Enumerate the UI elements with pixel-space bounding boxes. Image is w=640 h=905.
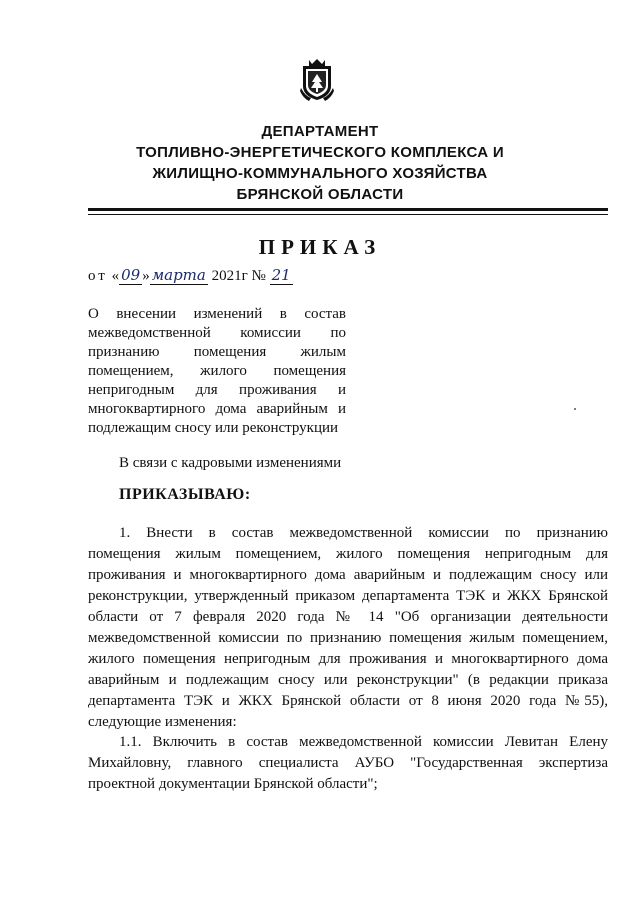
paragraph-line: межведомственной комиссии по признанию помещения жилым помещением, (88, 630, 608, 646)
coat-of-arms-icon (297, 56, 337, 102)
order-day: 09 (121, 266, 141, 284)
paragraph-line: реконструкции, утвержденный приказом департамента ТЭК и ЖКХ Брянской (88, 588, 608, 604)
order-directive-word: ПРИКАЗЫВАЮ: (119, 486, 251, 503)
order-subject (88, 305, 346, 438)
paragraph-line: проектной документации Брянской области"; (88, 776, 378, 792)
paragraph-line: 1.1. Включить в состав межведомственной комиссии Левитан Елену (119, 734, 608, 750)
document-title: ПРИКАЗ (258, 235, 382, 259)
paragraph-line: помещения жилым помещением, жилого помещения непригодным для (88, 546, 608, 562)
quote-open: « (111, 268, 120, 284)
subject-line: подлежащим сносу или реконструкции (88, 420, 339, 436)
department-title-line-4: БРЯНСКОЙ ОБЛАСТИ (236, 186, 404, 203)
subject-line: О внесении изменений в состав (88, 306, 346, 322)
paragraph-line: жилого помещения непригодным для проживания и многоквартирного дома (88, 651, 608, 667)
paragraph-line: 1. Внести в состав межведомственной комиссии по признанию (119, 525, 608, 541)
reason-text: В связи с кадровыми изменениями (119, 455, 342, 471)
header-divider-thin (88, 214, 608, 215)
subject-line: межведомственной комиссии по (88, 325, 346, 341)
order-prefix: от (88, 268, 108, 284)
paragraph-line: Михайловну, главного специалиста АУБО "Государственная экспертиза (88, 755, 608, 771)
paragraph-line: следующие изменения: (88, 714, 237, 730)
paragraph-line: аварийным и подлежащим сносу или реконструкции" (в редакции приказа (88, 672, 608, 688)
department-title-line-2: ТОПЛИВНО-ЭНЕРГЕТИЧЕСКОГО КОМПЛЕКСА И (136, 144, 504, 161)
department-title-line-3: ЖИЛИЩНО-КОММУНАЛЬНОГО ХОЗЯЙСТВА (152, 165, 488, 182)
subject-line: многоквартирного дома аварийным и (88, 401, 346, 417)
paragraph-1-1 (88, 732, 608, 795)
subject-line: непригодным для проживания и (88, 382, 346, 398)
paragraph-line: области от 7 февраля 2020 года № 14 "Об организации деятельности (88, 609, 608, 625)
subject-line: признанию помещения жилым (88, 344, 346, 360)
department-title-line-1: ДЕПАРТАМЕНТ (261, 123, 379, 140)
order-month: марта (151, 266, 206, 284)
order-number: 21 (271, 266, 291, 284)
order-year: 2021г (211, 268, 248, 284)
order-date-number-line (88, 266, 293, 285)
number-sign: № (251, 268, 266, 284)
header-divider-thick (88, 208, 608, 211)
scan-speck (574, 408, 576, 410)
paragraph-line: департамента ТЭК и ЖКХ Брянской области от 8 июня 2020 года №55), (88, 693, 608, 709)
paragraph-line: проживания и многоквартирного дома аварийным и подлежащим сносу или (88, 567, 608, 583)
paragraph-1 (88, 523, 608, 733)
subject-line: помещением, жилого помещения (88, 363, 346, 379)
quote-close: » (142, 268, 150, 284)
